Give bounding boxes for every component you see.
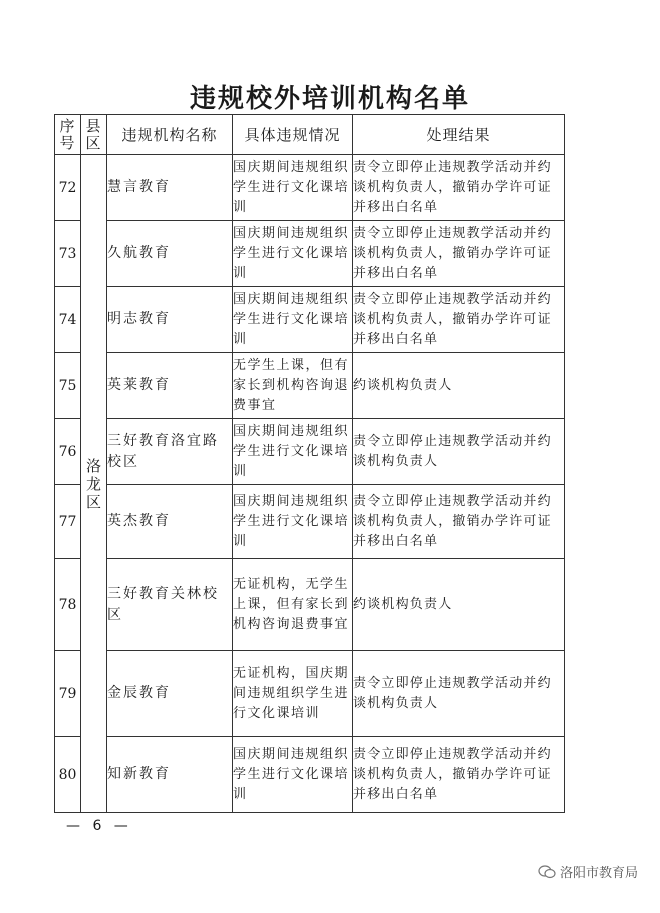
- row-result: 约谈机构负责人: [353, 559, 565, 651]
- row-result: 责令立即停止违规教学活动并约谈机构负责人: [353, 651, 565, 737]
- table-row: [55, 559, 565, 651]
- table-row: [55, 221, 565, 287]
- table-row: [55, 419, 565, 485]
- row-detail: 国庆期间违规组织学生进行文化课培训: [233, 419, 353, 485]
- table-row: [55, 287, 565, 353]
- row-name: 英莱教育: [107, 353, 233, 419]
- row-name: 英杰教育: [107, 485, 233, 559]
- table-row: [55, 353, 565, 419]
- row-seq: 77: [55, 485, 81, 559]
- row-detail: 国庆期间违规组织学生进行文化课培训: [233, 737, 353, 813]
- table-row: [55, 651, 565, 737]
- row-result: 责令立即停止违规教学活动并约谈机构负责人，撤销办学许可证并移出白名单: [353, 485, 565, 559]
- row-seq: 75: [55, 353, 81, 419]
- row-detail: 无学生上课，但有家长到机构咨询退费事宜: [233, 353, 353, 419]
- row-seq: 79: [55, 651, 81, 737]
- row-detail: 无证机构，国庆期间违规组织学生进行文化课培训: [233, 651, 353, 737]
- table-header-row: [55, 115, 565, 155]
- row-detail: 国庆期间违规组织学生进行文化课培训: [233, 287, 353, 353]
- row-result: 责令立即停止违规教学活动并约谈机构负责人，撤销办学许可证并移出白名单: [353, 287, 565, 353]
- row-result: 责令立即停止违规教学活动并约谈机构负责人，撤销办学许可证并移出白名单: [353, 155, 565, 221]
- page-number: — 6 —: [66, 818, 132, 834]
- row-result: 责令立即停止违规教学活动并约谈机构负责人，撤销办学许可证并移出白名单: [353, 221, 565, 287]
- row-name: 慧言教育: [107, 155, 233, 221]
- row-detail: 国庆期间违规组织学生进行文化课培训: [233, 485, 353, 559]
- header-county: 县区: [81, 115, 107, 155]
- row-seq: 74: [55, 287, 81, 353]
- header-seq: 序号: [55, 115, 81, 155]
- county-cell: [81, 155, 107, 813]
- header-result: 处理结果: [353, 115, 565, 155]
- row-name: 三好教育洛宜路校区: [107, 419, 233, 485]
- row-detail: 国庆期间违规组织学生进行文化课培训: [233, 221, 353, 287]
- row-seq: 80: [55, 737, 81, 813]
- table-row: [55, 155, 565, 221]
- row-name: 久航教育: [107, 221, 233, 287]
- row-result: 约谈机构负责人: [353, 353, 565, 419]
- row-seq: 73: [55, 221, 81, 287]
- watermark-text: 洛阳市教育局: [559, 866, 638, 881]
- table-row: [55, 737, 565, 813]
- row-result: 责令立即停止违规教学活动并约谈机构负责人: [353, 419, 565, 485]
- row-name: 三好教育关林校区: [107, 559, 233, 651]
- row-detail: 无证机构，无学生上课，但有家长到机构咨询退费事宜: [233, 559, 353, 651]
- source-watermark: [538, 862, 638, 881]
- header-detail: 具体违规情况: [233, 115, 353, 155]
- row-name: 知新教育: [107, 737, 233, 813]
- row-name: 明志教育: [107, 287, 233, 353]
- row-seq: 72: [55, 155, 81, 221]
- county-label: 洛龙区: [85, 456, 101, 511]
- violation-table: [54, 114, 565, 813]
- row-seq: 78: [55, 559, 81, 651]
- row-name: 金辰教育: [107, 651, 233, 737]
- wechat-icon: [538, 865, 556, 879]
- header-name: 违规机构名称: [107, 115, 233, 155]
- document-title: 违规校外培训机构名单: [189, 84, 470, 114]
- row-result: 责令立即停止违规教学活动并约谈机构负责人，撤销办学许可证并移出白名单: [353, 737, 565, 813]
- row-seq: 76: [55, 419, 81, 485]
- row-detail: 国庆期间违规组织学生进行文化课培训: [233, 155, 353, 221]
- table-row: [55, 485, 565, 559]
